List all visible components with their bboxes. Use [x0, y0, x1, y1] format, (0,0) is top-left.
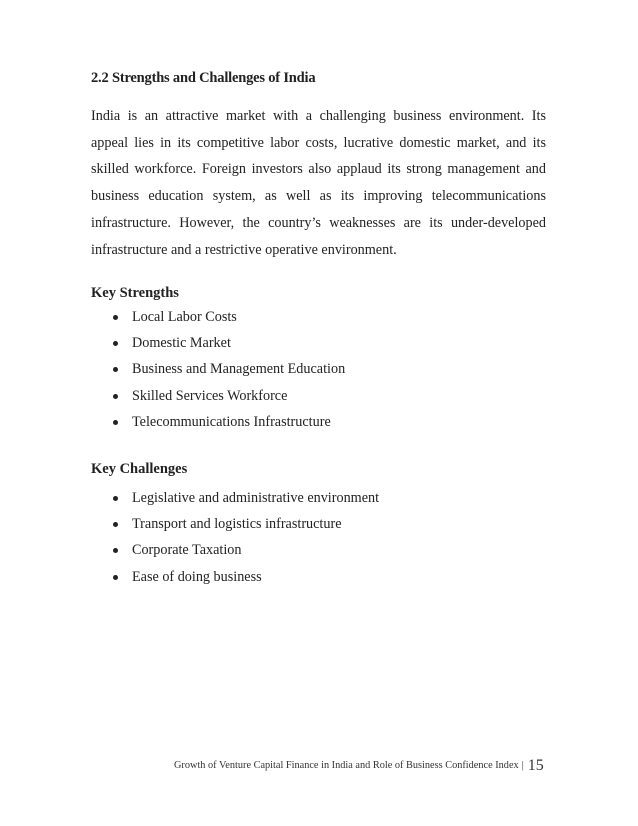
key-strengths-list: [91, 304, 345, 435]
bullet-icon: [113, 394, 118, 399]
bullet-icon: [113, 575, 118, 580]
list-item: Legislative and administrative environment: [91, 485, 379, 511]
bullet-icon: [113, 522, 118, 527]
bullet-icon: [113, 496, 118, 501]
list-item: Telecommunications Infrastructure: [91, 409, 345, 435]
list-item: Transport and logistics infrastructure: [91, 511, 379, 537]
bullet-icon: [113, 315, 118, 320]
bullet-icon: [113, 341, 118, 346]
key-challenges-heading: Key Challenges: [91, 461, 188, 477]
bullet-icon: [113, 420, 118, 425]
section-heading: 2.2 Strengths and Challenges of India: [91, 70, 316, 86]
key-strengths-heading: Key Strengths: [91, 285, 179, 301]
intro-paragraph: India is an attractive market with a challenging business environment. Its appeal lies in its competitive labor costs, lucrative domestic market, and its skilled workforce. Foreign investors also applaud its strong management and business education system, as well as its improving telecommunications infrastructure. However, the country’s weaknesses are its under-developed infrastructure and a restrictive operative environment.: [91, 108, 546, 258]
list-item: Local Labor Costs: [91, 304, 345, 330]
bullet-icon: [113, 548, 118, 553]
bullet-icon: [113, 367, 118, 372]
key-challenges-list: [91, 485, 379, 590]
list-item: Corporate Taxation: [91, 537, 379, 563]
list-item: Ease of doing business: [91, 564, 379, 590]
list-item: Skilled Services Workforce: [91, 383, 345, 409]
page-footer: [174, 757, 544, 775]
footer-title: Growth of Venture Capital Finance in India and Role of Business Confidence Index: [174, 760, 519, 771]
page-number: 15: [527, 757, 544, 774]
footer-separator: |: [521, 760, 524, 771]
list-item: Business and Management Education: [91, 356, 345, 382]
list-item: Domestic Market: [91, 330, 345, 356]
